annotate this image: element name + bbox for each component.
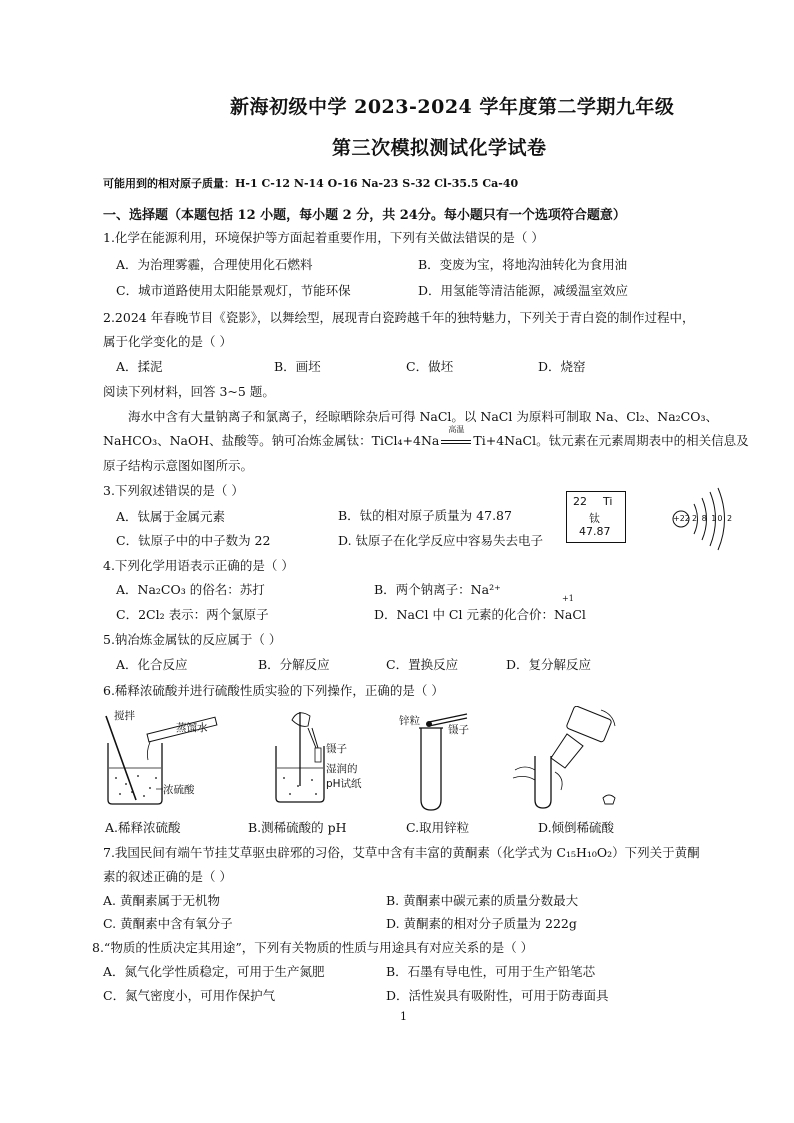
material-paragraph-2 [103,425,749,449]
q8-option-c: C．氮气密度小，可用作保护气 [103,988,276,1003]
atom-electron-shells: 2 8 10 2 [692,514,734,523]
q7-option-a: A. 黄酮素属于无机物 [103,893,220,908]
q1-option-c: C．城市道路使用太阳能景观灯，节能环保 [116,283,351,298]
q8-option-d: D．活性炭具有吸附性，可用于防毒面具 [386,988,609,1003]
section-heading: 一、选择题（本题包括 12 小题，每小题 2 分，共 24分。每小题只有一个选项符合题意） [103,208,626,223]
q4-option-c: C．2Cl₂ 表示：两个氯原子 [116,607,269,622]
q4-option-a: A．Na₂CO₃ 的俗名：苏打 [116,582,265,597]
ph-test-illustration [268,706,378,806]
label-moist: 湿润的 [326,763,358,775]
q3-option-b: B．钛的相对原子质量为 47.87 [338,508,512,523]
q2-option-c: C．做坯 [406,359,454,374]
q5-stem: 5.钠冶炼金属钛的反应属于（ ） [103,632,282,647]
label-zinc: 锌粒 [399,715,420,727]
q8-option-b: B．石墨有导电性，可用于生产铅笔芯 [386,964,596,979]
label-tweezers-b: 镊子 [326,743,347,755]
q2-option-b: B．画坯 [274,359,321,374]
material-paragraph-1: 海水中含有大量钠离子和氯离子，经晾晒除杂后可得 NaCl。以 NaCl 为原料可制取 Na、Cl₂、Na₂CO₃、 [128,409,718,424]
atomic-mass: 47.87 [579,525,611,538]
q1-option-d: D．用氢能等清洁能源，减缓温室效应 [418,283,629,298]
q7-stem-line1: 7.我国民间有端午节挂艾草驱虫辟邪的习俗，艾草中含有丰富的黄酮素（化学式为 C₁₅H₁₀O₂）下列关于黄酮 [103,845,700,860]
q7-option-b: B. 黄酮素中碳元素的质量分数最大 [386,893,579,908]
q6-option-b: B.测稀硫酸的 pH [248,820,347,835]
q6-option-d: D.倾倒稀硫酸 [538,820,615,835]
material-paragraph-3: 原子结构示意图如图所示。 [103,458,254,473]
label-concentrated-acid: 浓硫酸 [163,784,195,796]
q4-option-b: B．两个钠离子：Na²⁺ [374,582,501,597]
q4-stem: 4.下列化学用语表示正确的是（ ） [103,558,294,573]
exam-title-line2: 第三次模拟测试化学试卷 [332,137,547,159]
q6-option-a: A.稀释浓硫酸 [105,820,181,835]
q3-option-d: D. 钛原子在化学反应中容易失去电子 [338,533,544,548]
q3-stem: 3.下列叙述错误的是（ ） [103,483,244,498]
q3-option-a: A．钛属于金属元素 [116,509,226,524]
q7-stem-line2: 素的叙述正确的是（ ） [103,869,232,884]
q1-option-b: B．变废为宝，将地沟油转化为食用油 [418,257,628,272]
element-name: 钛 [589,512,600,525]
page-number: 1 [400,1010,407,1023]
q2-stem-line2: 属于化学变化的是（ ） [103,334,232,349]
q6-option-c: C.取用锌粒 [406,820,470,835]
material-equation-right: Ti+4NaCl。钛元素在元素周期表中的相关信息及 [473,433,749,448]
material-intro: 阅读下列材料，回答 3~5 题。 [103,384,275,399]
exam-title-line1: 新海初级中学 2023-2024 学年度第二学期九年级 [230,96,675,118]
q5-option-b: B．分解反应 [258,657,330,672]
q4-option-d: D．NaCl 中 Cl 元素的化合价：NaCl [374,607,586,622]
reaction-arrow [439,425,473,448]
q2-option-a: A．揉泥 [116,359,163,374]
q6-stem: 6.稀释浓硫酸并进行硫酸性质实验的下列操作，正确的是（ ） [103,683,444,698]
q8-option-a: A．氮气化学性质稳定，可用于生产氮肥 [103,964,325,979]
q3-option-c: C．钛原子中的中子数为 22 [116,533,271,548]
reaction-condition: 高温 [448,425,465,434]
element-symbol: Ti [603,495,613,508]
atom-nucleus-charge: +22 [673,514,690,523]
label-ph-paper: pH试纸 [326,778,362,790]
label-distilled-water: 蒸馏水 [176,722,208,734]
q1-option-a: A．为治理雾霾，合理使用化石燃料 [116,257,313,272]
q5-option-c: C．置换反应 [386,657,459,672]
q5-option-a: A．化合反应 [116,657,188,672]
q7-option-d: D. 黄酮素的相对分子质量为 222g [386,916,577,931]
q8-stem: 8.“物质的性质决定其用途”，下列有关物质的性质与用途具有对应关系的是（ ） [92,940,534,955]
pour-acid-illustration [505,706,625,811]
q2-option-d: D．烧窑 [538,359,586,374]
label-tweezers-c: 镊子 [448,724,469,736]
q2-stem-line1: 2.2024 年春晚节目《瓷影》，以舞绘型，展现青白瓷跨越千年的独特魅力，下列关于青白瓷的制作过程中， [103,310,695,325]
q5-option-d: D．复分解反应 [506,657,592,672]
atomic-number: 22 [573,495,587,508]
periodic-table-cell [566,491,626,543]
q1-stem: 1.化学在能源利用，环境保护等方面起着重要作用，下列有关做法错误的是（ ） [103,230,544,245]
q4-valence-superscript: +1 [562,594,574,603]
atomic-masses: 可能用到的相对原子质量：H-1 C-12 N-14 O-16 Na-23 S-32 Cl-35.5 Ca-40 [103,177,519,190]
q7-option-c: C. 黄酮素中含有氧分子 [103,916,233,931]
label-stir: 搅拌 [114,710,135,722]
material-equation-left: NaHCO₃、NaOH、盐酸等。钠可冶炼金属钛：TiCl₄+4Na [103,433,440,448]
